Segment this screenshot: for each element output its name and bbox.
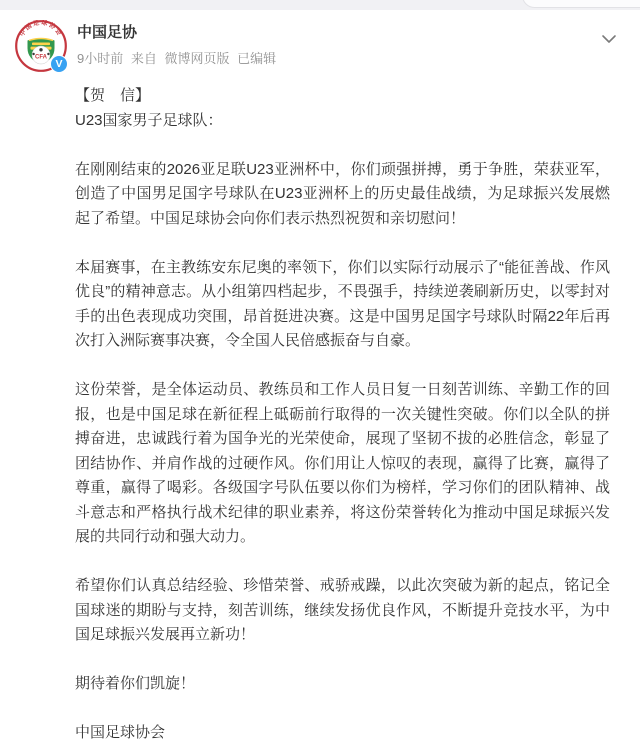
post-content <box>75 84 610 744</box>
source-prefix: 来自 <box>130 51 157 66</box>
chevron-down-icon[interactable] <box>598 28 620 50</box>
search-box-fragment[interactable] <box>522 0 640 8</box>
letter-paragraph: 希望你们认真总结经验、珍惜荣誉、戒骄戒躁，以此次突破为新的起点，铭记全国球迷的期盼与支持，刻苦训练，继续发扬优良作风，不断提升竞技水平，为中国足球振兴发展再立新功！ <box>75 577 610 643</box>
avatar[interactable] <box>15 20 67 72</box>
letter-title: 【贺 信】 <box>75 87 151 104</box>
letter-closing: 期待着你们凯旋！ <box>75 675 196 692</box>
author-name[interactable]: 中国足协 <box>77 24 138 41</box>
svg-text:中国足球协会: 中国足球协会 <box>18 20 64 38</box>
post-timestamp[interactable]: 9小时前 <box>77 51 124 66</box>
svg-text:CFA: CFA <box>35 54 47 61</box>
verified-badge-icon: V <box>50 55 68 73</box>
letter-paragraph: 这份荣誉，是全体运动员、教练员和工作人员日复一日刻苦训练、辛勤工作的回报，也是中国足球在新征程上砥砺前行取得的一次关键性突破。你们以全队的拼搏奋进，忠诚践行着为国争光的光荣使命，展现了坚韧不拔的必胜信念，彰显了团结协作、并肩作战的过硬作风。你们用让人惊叹的表现，赢得了比赛，赢得了尊重，赢得了喝彩。各级国字号队伍要以你们为榜样，学习你们的团队精神、战斗意志和严格执行战术纪律的职业素养，将这份荣誉转化为推动中国足球振兴发展的共同行动和强大动力。 <box>75 381 610 545</box>
post-card <box>0 10 640 744</box>
post-source[interactable]: 微博网页版 <box>164 51 230 66</box>
letter-salutation: U23国家男子足球队： <box>75 111 223 129</box>
letter-paragraph: 本届赛事，在主教练安东尼奥的率领下，你们以实际行动展示了“能征善战、作风优良”的精神意志。从小组第四档起步，不畏强手，持续逆袭刷新历史，以零封对手的出色表现成功突围，昂首挺进决赛。这是中国男足国字号球队时隔22年后再次打入洲际赛事决赛，令全国人民倍感振奋与自豪。 <box>75 258 610 349</box>
author-info <box>77 20 280 67</box>
post-meta <box>77 50 280 67</box>
post-header <box>15 20 612 72</box>
letter-signature: 中国足球协会 <box>75 724 166 741</box>
edited-label: 已编辑 <box>237 51 277 66</box>
letter-paragraph: 在刚刚结束的2026亚足联U23亚洲杯中，你们顽强拼搏，勇于争胜，荣获亚军，创造了中国男足国字号球队在U23亚洲杯上的历史最佳战绩，为足球振兴发展燃起了希望。中国足球协会向你们表示热烈祝贺和亲切慰问！ <box>75 160 610 227</box>
